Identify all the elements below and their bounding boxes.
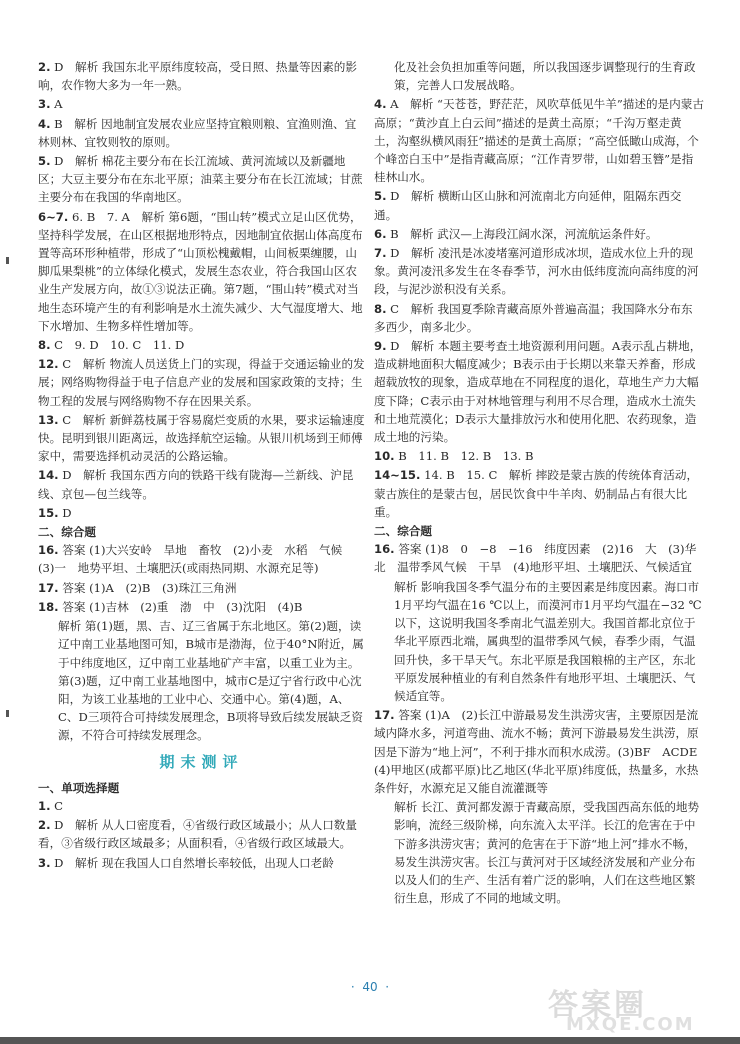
answer-item bbox=[374, 447, 704, 465]
answer-number: 16. bbox=[374, 542, 395, 557]
watermark-line1: 答案圈 bbox=[548, 988, 647, 1023]
answer-text: B 解析 武汉—上海段江阔水深，河流航运条件好。 bbox=[390, 226, 658, 241]
answer-text: C 解析 物流人员送货上门的实现，得益于交通运输业的发展；网络购物得益于电子信息产业的发展和国家政策的支持；生物工程的发展与网络购物不存在因果关系。 bbox=[38, 357, 365, 408]
answer-text: B 11. B 12. B 13. B bbox=[398, 449, 534, 464]
explanation-paragraph: 解析 影响我国冬季气温分布的主要因素是纬度因素。海口市1月平均气温在16 ℃以上，而漠河市1月平均气温在−32 ℃以下，这说明我国冬季南北气温差别大。我国首都北京位于华北平原西北端，属典型的温带季风气候，春季少雨，气温回升快，多干旱天气。东北平原是我国粮棉的主产区，东北平原发展种植业的有利自然条件有地形平坦、土壤肥沃、气候适宜等。 bbox=[394, 579, 702, 703]
answer-item bbox=[38, 816, 365, 852]
answer-number: 10. bbox=[374, 449, 395, 464]
answer-text: C bbox=[54, 798, 64, 813]
answer-item bbox=[38, 336, 365, 354]
section-heading: 一、单项选择题 bbox=[38, 780, 120, 795]
answer-number: 15. bbox=[38, 505, 59, 520]
section-heading: 二、综合题 bbox=[38, 525, 96, 540]
answer-item bbox=[374, 225, 704, 243]
answer-text: C 解析 我国夏季除青藏高原外普遍高温；我国降水分布东多西少，南多北少。 bbox=[374, 301, 693, 334]
answer-item bbox=[38, 355, 365, 410]
answer-number: 17. bbox=[38, 580, 59, 595]
answer-item bbox=[38, 95, 365, 113]
explanation-paragraph: 解析 第(1)题，黑、吉、辽三省属于东北地区。第(2)题，读辽中南工业基地图可知，B城市是渤海，位于40°N附近，属于中纬度地区，辽中南工业基地矿产丰富，以重工业为主。第(3)题，辽中南工业基地图中，城市C是辽宁省行政中心沈阳，为该工业基地的工业中心、交通中心。第(4)题，A、C、D三项符合可持续发展理念，B项将导致后续发展缺乏资源，不符合可持续发展理念。 bbox=[58, 619, 364, 743]
answer-item bbox=[38, 579, 365, 597]
answer-item bbox=[38, 797, 365, 815]
explanation-paragraph: 解析 长江、黄河都发源于青藏高原，受我国西高东低的地势影响，流经三级阶梯，向东流入太平洋。长江的危害在于中下游多洪涝灾害；黄河的危害在于下游“地上河”排水不畅，易发生洪涝灾害。长江与黄河对于区域经济发展和产业分布以及人们的生产、生活有着广泛的影响，人们在这些地区繁衍生息，形成了不同的地域文明。 bbox=[394, 800, 700, 906]
side-mark-left-2 bbox=[6, 710, 9, 717]
answer-text: 答案 (1)吉林 (2)重 渤 中 (3)沈阳 (4)B bbox=[62, 599, 303, 614]
answer-item bbox=[374, 466, 704, 521]
answer-text: D 解析 横断山区山脉和河流南北方向延伸，阻隔东西交通。 bbox=[374, 189, 682, 222]
answer-number: 1. bbox=[38, 798, 51, 813]
answer-number: 9. bbox=[374, 339, 387, 354]
answer-item bbox=[374, 706, 709, 797]
answer-number: 4. bbox=[38, 116, 51, 131]
answer-number: 6. bbox=[374, 226, 387, 241]
answer-text: 答案 (1)A (2)长江中游最易发生洪涝灾害，主要原因是流域内降水多，河道弯曲、流水不畅；黄河下游最易发生洪涝，原因是下游为“地上河”，不利于排水而积水成涝。(3)BF ACDE (4)甲地区(成都平原)比乙地区(华北平原)纬度低，热量多，水热条件好，水源充足又能自流灌溉等 bbox=[374, 708, 709, 795]
answer-item bbox=[38, 598, 365, 616]
answer-number: 2. bbox=[38, 818, 51, 833]
answer-number: 7. bbox=[374, 246, 387, 261]
answer-text: D bbox=[62, 505, 72, 520]
answer-text: 答案 (1)大兴安岭 旱地 畜牧 (2)小麦 水稻 气候 (3)一 地势平坦、土壤肥沃(或雨热同期、水源充足等) bbox=[38, 543, 354, 576]
answer-item bbox=[38, 854, 365, 872]
page-number: · 40 · bbox=[350, 980, 390, 994]
answer-text: 6. B 7. A 解析 第6题，“围山转”模式立足山区优势，坚持科学发展，在山区根据地形特点，因地制宜依据山体高度布置等高环形种植带，形成了“山顶松槐戴帽，山间板栗缠腰，山脚瓜果梨桃”的立体绿化模式，发展生态农业，符合我国山区农业生产发展方向，故①③说法正确。第7题，“围山转”模式对当地生态环境产生的有利影响是水土流失减少、大气湿度增大、地下水增加、生物多样性增加等。 bbox=[38, 209, 363, 333]
right-column bbox=[374, 58, 709, 908]
answer-item bbox=[38, 208, 365, 335]
answer-text: D 解析 我国东西方向的铁路干线有陇海—兰新线、沪昆线、京包—包兰线等。 bbox=[38, 468, 354, 501]
answer-item bbox=[38, 466, 365, 502]
answer-text: D 解析 本题主要考查土地资源利用问题。A表示乱占耕地，造成耕地面积大幅度减少；B表示由于长期以来靠天养畜，形成超载放牧的现象，造成草地在不同程度的退化，草地生产力大幅度下降；C表示由于对林地管理与利用不尽合理，造成水土流失和土地荒漠化；D表示大量排放污水和使用化肥、农药现象，造成土地的污染。 bbox=[374, 339, 702, 445]
answer-text: C 解析 新鲜荔枝属于容易腐烂变质的水果，要求运输速度快。昆明到银川距离远，故选择航空运输。从银川机场到王师傅家中，需要选择机动灵活的公路运输。 bbox=[38, 412, 365, 464]
answer-text: A bbox=[54, 97, 63, 112]
answer-number: 8. bbox=[374, 301, 387, 316]
answer-number: 3. bbox=[38, 97, 51, 112]
answer-text: D 解析 我国东北平原纬度较高，受日照、热量等因素的影响，农作物大多为一年一熟。 bbox=[38, 60, 357, 93]
answer-item bbox=[374, 300, 704, 336]
answer-item bbox=[38, 152, 365, 207]
answer-number: 5. bbox=[374, 189, 387, 204]
answer-number: 8. bbox=[38, 338, 51, 353]
answer-number: 6~7. bbox=[38, 209, 69, 224]
answer-number: 5. bbox=[38, 154, 51, 169]
answer-item bbox=[374, 540, 704, 576]
answer-item bbox=[374, 337, 704, 446]
bottom-border bbox=[0, 1037, 740, 1044]
answer-item bbox=[374, 244, 704, 299]
answer-item bbox=[374, 187, 704, 223]
answer-item bbox=[38, 58, 365, 94]
answer-text: D 解析 棉花主要分布在长江流域、黄河流域以及新疆地区；大豆主要分布在东北平原；油菜主要分布在长江流域；甘蔗主要分布在我国的华南地区。 bbox=[38, 154, 363, 205]
answer-item bbox=[374, 95, 704, 186]
answer-number: 13. bbox=[38, 412, 59, 427]
side-mark-left-1 bbox=[6, 257, 9, 264]
watermark-line2: MXQE.COM bbox=[566, 1014, 695, 1035]
answer-text: D 解析 从人口密度看，④省级行政区域最小；从人口数量看，③省级行政区域最多；从面积看，④省级行政区域最大。 bbox=[38, 818, 357, 851]
answer-number: 4. bbox=[374, 97, 387, 112]
answer-item bbox=[38, 115, 365, 151]
page-number-value: 40 bbox=[362, 980, 378, 994]
left-column bbox=[38, 58, 365, 873]
answer-number: 3. bbox=[38, 855, 51, 870]
answer-text: 答案 (1)8 0 −8 −16 纬度因素 (2)16 大 (3)华北 温带季风气候 干旱 (4)地形平坦、土壤肥沃、气候适宜 bbox=[374, 542, 697, 575]
answer-item bbox=[38, 504, 365, 522]
section-heading: 二、综合题 bbox=[374, 524, 432, 539]
answer-number: 14. bbox=[38, 468, 59, 483]
answer-text: D 解析 现在我国人口自然增长率较低，出现人口老龄 bbox=[54, 855, 334, 870]
answer-text: 14. B 15. C 解析 摔跤是蒙古族的传统体育活动，蒙古族住的是蒙古包，居民饮食中牛羊肉、奶制品占有很大比重。 bbox=[374, 468, 699, 519]
watermark bbox=[526, 980, 726, 1036]
answer-text: D 解析 凌汛是冰凌堵塞河道形成冰坝，造成水位上升的现象。黄河凌汛多发生在冬春季节，河水由低纬度流向高纬度的河段，与泥沙淤积没有关系。 bbox=[374, 246, 699, 297]
answer-text: A 解析 “天苍苍，野茫茫，风吹草低见牛羊”描述的是内蒙古高原；“黄沙直上白云间”描述的是黄土高原；“千沟万壑走黄土，沟壑纵横风雨狂”描述的是黄土高原；“高空低瞰山成海，个个峰峦白玉中”是指青藏高原；“江作青罗带，山如碧玉簪”是指桂林山水。 bbox=[374, 97, 704, 185]
answer-text: C 9. D 10. C 11. D bbox=[54, 338, 185, 353]
answer-item bbox=[38, 541, 365, 577]
answer-text: B 解析 因地制宜发展农业应坚持宜粮则粮、宜渔则渔、宜林则林、宜牧则牧的原则。 bbox=[38, 116, 357, 149]
answer-number: 12. bbox=[38, 357, 59, 372]
answer-text: 答案 (1)A (2)B (3)珠江三角洲 bbox=[62, 580, 237, 595]
answer-number: 16. bbox=[38, 543, 59, 558]
answer-number: 2. bbox=[38, 60, 51, 74]
final-exam-title: 期末测评 bbox=[159, 752, 244, 771]
answer-number: 14~15. bbox=[374, 468, 421, 483]
answer-item bbox=[38, 411, 365, 466]
explanation-paragraph: 化及社会负担加重等问题，所以我国逐步调整现行的生育政策，完善人口发展战略。 bbox=[394, 60, 696, 93]
answer-number: 17. bbox=[374, 708, 395, 723]
answer-number: 18. bbox=[38, 599, 59, 614]
